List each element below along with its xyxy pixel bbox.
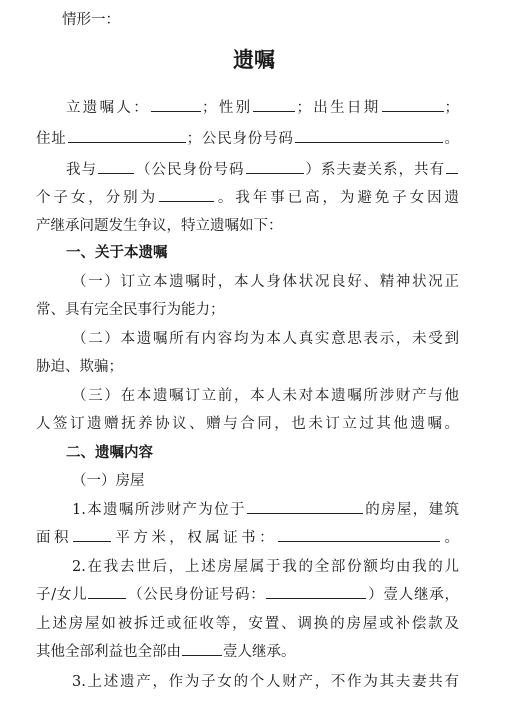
birth-date-blank [382, 96, 444, 112]
section-1-item-1-line-1: （一）订立本遗嘱时，本人身体状况良好、精神状况正 [72, 274, 459, 290]
heir-name-blank [88, 583, 126, 599]
clause-1-line-2: 面积 平方米，权属证书： 。 [36, 526, 459, 550]
gender-blank [253, 96, 295, 112]
house-subheading: （一）房屋 [72, 473, 145, 489]
address-blank [68, 127, 186, 143]
children-count-blank [446, 158, 458, 174]
section-1-item-1-line-2: 常、具有完全民事行为能力； [36, 302, 225, 318]
title-certificate-blank [278, 526, 440, 542]
address-line: 住址 ；公民身份号码 。 [36, 127, 459, 151]
clause-3-line-1: 3.上述遗产，作为子女的个人财产，不作为其夫妻共有 [72, 674, 459, 690]
clause-2-line-2: 子/女儿 （公民身份证号码： ）壹人继承， [36, 583, 459, 607]
section-1-heading: 一、关于本遗嘱 [66, 245, 168, 261]
section-1-item-2-line-2: 胁迫、欺骗； [36, 359, 123, 375]
document-title: 遗嘱 [233, 48, 275, 72]
section-1-item-3-line-1: （三）在本遗嘱订立前，本人未对本遗嘱所涉财产与他 [72, 388, 459, 404]
clause-2-line-1: 2.在我去世后，上述房屋属于我的全部份额均由我的儿 [72, 559, 459, 575]
name-blank [151, 96, 201, 112]
clause-2-line-3: 上述房屋如被拆迁或征收等，安置、调换的房屋或补偿款及 [36, 616, 459, 632]
clause-2-line-4: 其他全部利益也全部由 壹人继承。 [36, 640, 459, 664]
section-1-item-3-line-2: 人签订遗赠抚养协议、赠与合同，也未订立过其他遗嘱。 [36, 416, 459, 432]
heir-name-blank-2 [182, 640, 222, 656]
spouse-line-1: 我与 （公民身份号码 ）系夫妻关系，共有 [66, 158, 459, 182]
spouse-name-blank [98, 158, 134, 174]
situation-label: 情形一： [62, 12, 120, 28]
section-1-item-2-line-1: （二）本遗嘱所有内容均为本人真实意思表示，未受到 [72, 331, 459, 347]
id-number-blank [295, 127, 443, 143]
spouse-line-3: 产继承问题发生争议，特立遗嘱如下： [36, 218, 283, 234]
floor-area-blank [73, 526, 111, 542]
house-location-blank [247, 498, 363, 514]
heir-id-blank [266, 583, 366, 599]
spouse-line-2: 个子女，分别为 。我年事已高，为避免子女因遗 [36, 186, 459, 210]
children-names-blank [159, 186, 214, 202]
section-2-heading: 二、遗嘱内容 [66, 445, 153, 461]
clause-1-line-1: 1.本遗嘱所涉财产为位于 的房屋，建筑 [72, 498, 459, 522]
spouse-id-blank [246, 158, 304, 174]
testator-line: 立遗嘱人： ；性别 ；出生日期 ； [66, 96, 459, 120]
